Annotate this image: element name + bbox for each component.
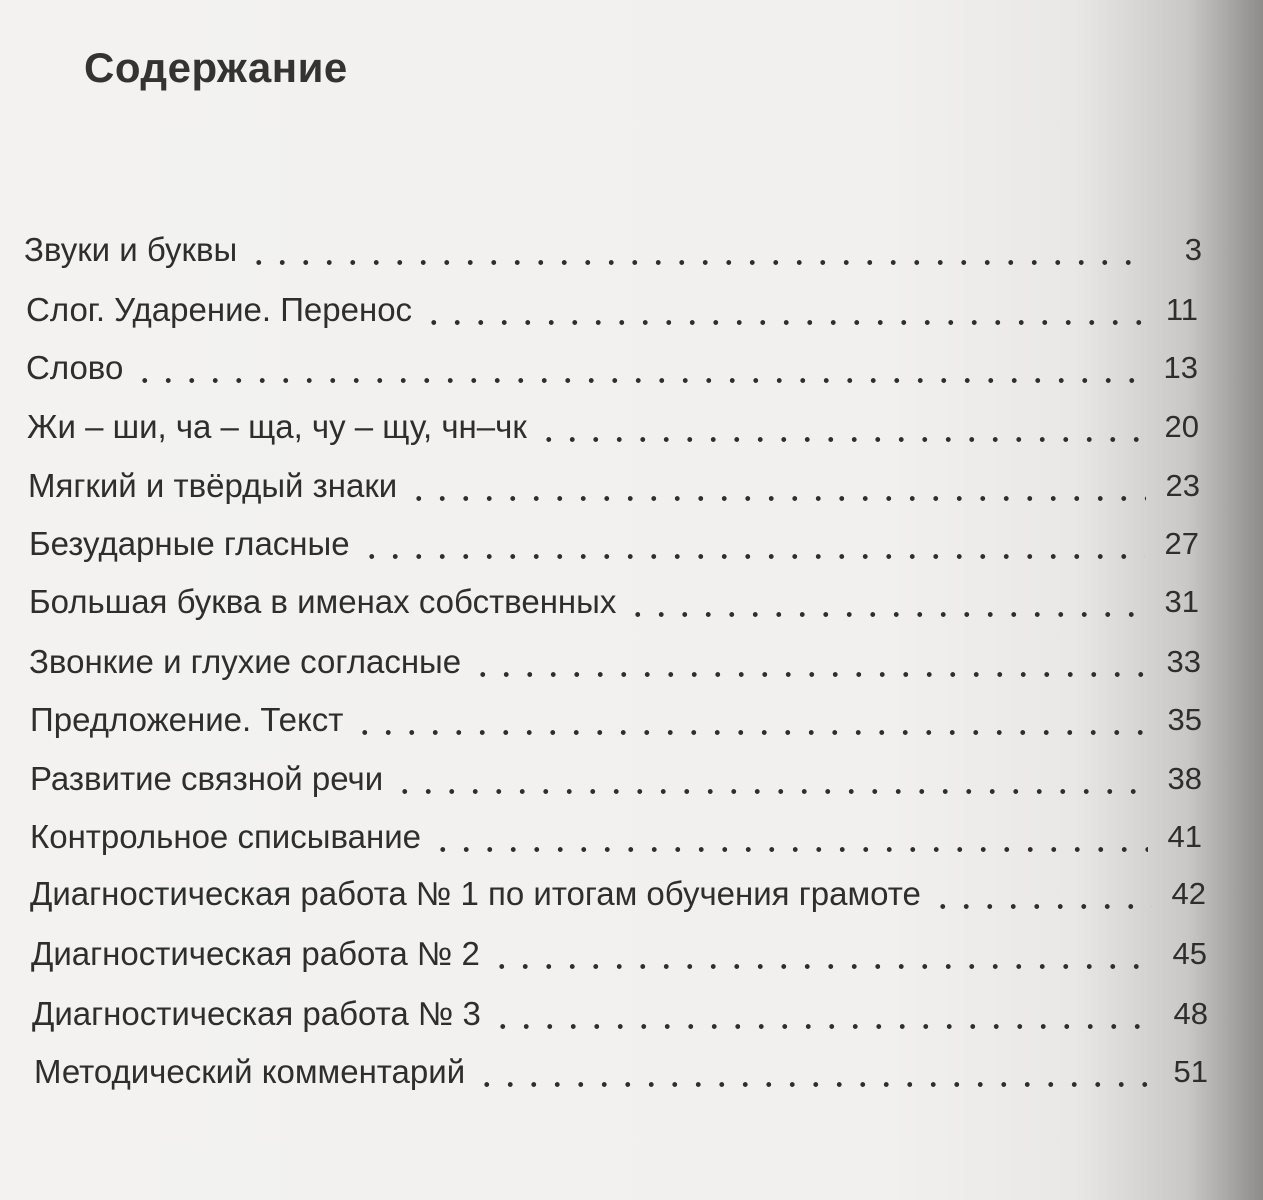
toc-entry: [27, 405, 1199, 449]
toc-entry-title: Слово: [26, 349, 124, 386]
toc-entry: [29, 580, 1199, 624]
toc-entry-page: 42: [1171, 876, 1206, 911]
toc-entry-page: 33: [1166, 644, 1201, 679]
toc-leader-dots: [360, 522, 1145, 566]
toc-entry-title: Предложение. Текст: [30, 701, 344, 738]
toc-entry-page: 13: [1163, 350, 1198, 385]
toc-entry: [30, 872, 1206, 916]
toc-entry: [24, 228, 1202, 272]
toc-entry-page: 20: [1164, 409, 1199, 444]
toc-entry: [28, 464, 1200, 508]
toc-entry-title: Большая буква в именах собственных: [29, 583, 617, 620]
toc-leader-dots: [422, 288, 1144, 332]
toc-leader-dots: [475, 1050, 1154, 1094]
toc-entry: [31, 932, 1207, 976]
toc-entry-title: Диагностическая работа № 2: [31, 935, 480, 972]
toc-entry: [29, 522, 1199, 566]
toc-leader-dots: [353, 698, 1148, 742]
toc-entry: [34, 1050, 1208, 1094]
toc-entry: [30, 815, 1202, 859]
toc-entry-page: 51: [1173, 1054, 1208, 1089]
toc-entry-page: 27: [1164, 526, 1199, 561]
toc-leader-dots: [471, 640, 1147, 684]
toc-entry: [26, 346, 1198, 390]
toc-entry-title: Диагностическая работа № 1 по итогам обучения грамоте: [30, 875, 921, 912]
toc-entry-title: Развитие связной речи: [30, 760, 384, 797]
toc-entry-page: 11: [1165, 292, 1198, 327]
toc-entry-title: Безударные гласные: [29, 525, 350, 562]
toc-leader-dots: [133, 346, 1144, 390]
page-title: Содержание: [84, 44, 348, 91]
toc-leader-dots: [393, 757, 1148, 801]
toc-entry-page: 35: [1167, 702, 1202, 737]
toc-entry-title: Слог. Ударение. Перенос: [26, 291, 413, 328]
toc-entry-page: 3: [1184, 232, 1202, 267]
toc-entry-page: 23: [1165, 468, 1200, 503]
toc-entry-page: 31: [1164, 584, 1199, 619]
toc-leader-dots: [247, 228, 1148, 272]
toc-leader-dots: [490, 932, 1153, 976]
toc-leader-dots: [431, 815, 1148, 859]
toc-entry-page: 41: [1167, 819, 1202, 854]
toc-entry-title: Диагностическая работа № 3: [32, 995, 481, 1032]
toc-entry-title: Методический комментарий: [34, 1053, 466, 1090]
toc-leader-dots: [626, 580, 1145, 624]
toc-entry-title: Жи – ши, ча – ща, чу – щу, чн–чк: [27, 408, 527, 445]
toc-entry: [30, 757, 1202, 801]
toc-leader-dots: [537, 405, 1145, 449]
toc-entry: [26, 288, 1198, 332]
toc-leader-dots: [931, 872, 1152, 916]
toc-entry-title: Контрольное списывание: [30, 818, 421, 855]
toc-leader-dots: [407, 464, 1146, 508]
toc-entry: [29, 640, 1201, 684]
toc-entry-title: Звонкие и глухие согласные: [29, 643, 462, 680]
toc-entry-page: 38: [1167, 761, 1202, 796]
toc-entry-title: Звуки и буквы: [24, 231, 238, 268]
toc-entry-page: 45: [1172, 936, 1207, 971]
toc-entry: [30, 698, 1202, 742]
toc-entry: [32, 992, 1208, 1036]
toc-leader-dots: [491, 992, 1154, 1036]
toc-entry-title: Мягкий и твёрдый знаки: [28, 467, 398, 504]
toc-entry-page: 48: [1173, 996, 1208, 1031]
